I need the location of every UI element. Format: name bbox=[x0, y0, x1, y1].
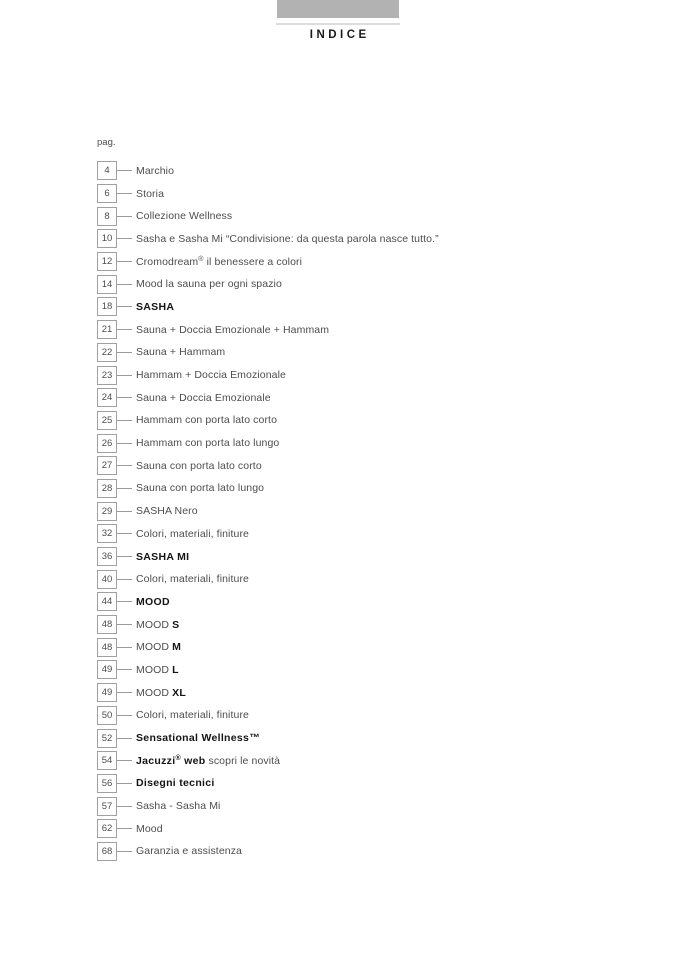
connector-line bbox=[117, 601, 132, 602]
toc-entry[interactable] bbox=[97, 840, 657, 863]
connector-line bbox=[117, 715, 132, 716]
page-number-box: 52 bbox=[97, 729, 117, 748]
toc-entry[interactable] bbox=[97, 795, 657, 818]
page-number-box: 57 bbox=[97, 797, 117, 816]
toc-entry[interactable] bbox=[97, 318, 657, 341]
toc-entry-label: MOOD L bbox=[136, 663, 179, 676]
toc-entry[interactable] bbox=[97, 772, 657, 795]
toc-entry[interactable] bbox=[97, 568, 657, 591]
connector-line bbox=[117, 216, 132, 217]
page-number-box: 22 bbox=[97, 343, 117, 362]
toc-entry-label: Colori, materiali, finiture bbox=[136, 573, 249, 586]
page-number-box: 49 bbox=[97, 683, 117, 702]
toc-entry[interactable] bbox=[97, 182, 657, 205]
page-title: INDICE bbox=[309, 29, 370, 41]
toc-entry[interactable] bbox=[97, 545, 657, 568]
toc-entry[interactable] bbox=[97, 681, 657, 704]
page-number-box: 29 bbox=[97, 502, 117, 521]
toc-entry[interactable] bbox=[97, 477, 657, 500]
page-number-box: 27 bbox=[97, 456, 117, 475]
toc-entry-label: Sasha - Sasha Mi bbox=[136, 800, 221, 813]
toc-entry-label: MOOD XL bbox=[136, 686, 187, 699]
page-number-box: 12 bbox=[97, 252, 117, 271]
connector-line bbox=[117, 760, 132, 761]
toc-entry-label: Sensational Wellness™ bbox=[136, 732, 260, 745]
connector-line bbox=[117, 669, 132, 670]
toc-entry[interactable] bbox=[97, 591, 657, 614]
connector-line bbox=[117, 828, 132, 829]
page-number-box: 54 bbox=[97, 751, 117, 770]
connector-line bbox=[117, 170, 132, 171]
page-number-box: 48 bbox=[97, 615, 117, 634]
connector-line bbox=[117, 692, 132, 693]
page-number-box: 26 bbox=[97, 434, 117, 453]
toc-entry-label: Disegni tecnici bbox=[136, 777, 215, 790]
toc-entry[interactable] bbox=[97, 364, 657, 387]
toc-entry[interactable] bbox=[97, 500, 657, 523]
page-number-box: 23 bbox=[97, 366, 117, 385]
page-number-box: 56 bbox=[97, 774, 117, 793]
toc-entry[interactable] bbox=[97, 523, 657, 546]
toc-entry-label: Mood la sauna per ogni spazio bbox=[136, 278, 282, 291]
toc-entry-label: Hammam con porta lato lungo bbox=[136, 437, 280, 450]
page-number-box: 40 bbox=[97, 570, 117, 589]
connector-line bbox=[117, 193, 132, 194]
toc-entry[interactable] bbox=[97, 409, 657, 432]
toc-entry[interactable] bbox=[97, 727, 657, 750]
toc-entry-label: MOOD bbox=[136, 595, 170, 608]
header-rule-line bbox=[276, 23, 400, 25]
page-number-box: 44 bbox=[97, 592, 117, 611]
connector-line bbox=[117, 375, 132, 376]
header-gray-bar bbox=[277, 0, 399, 18]
page-number-box: 68 bbox=[97, 842, 117, 861]
page-number-box: 18 bbox=[97, 297, 117, 316]
toc-entry[interactable] bbox=[97, 704, 657, 727]
connector-line bbox=[117, 284, 132, 285]
page-number-box: 36 bbox=[97, 547, 117, 566]
connector-line bbox=[117, 579, 132, 580]
page-number-box: 62 bbox=[97, 819, 117, 838]
connector-line bbox=[117, 624, 132, 625]
toc-entry-label: SASHA MI bbox=[136, 550, 190, 563]
toc-entry-label: Hammam + Doccia Emozionale bbox=[136, 369, 286, 382]
toc-entry[interactable] bbox=[97, 273, 657, 296]
connector-line bbox=[117, 329, 132, 330]
page-number-box: 4 bbox=[97, 161, 117, 180]
toc-entry-label: SASHA bbox=[136, 300, 175, 313]
toc-list bbox=[97, 160, 657, 863]
page-number-box: 49 bbox=[97, 660, 117, 679]
toc-entry[interactable] bbox=[97, 160, 657, 183]
page-number-box: 28 bbox=[97, 479, 117, 498]
toc-entry-label: SASHA Nero bbox=[136, 505, 198, 518]
toc-entry[interactable] bbox=[97, 386, 657, 409]
toc-entry-label: Colori, materiali, finiture bbox=[136, 709, 249, 722]
page-number-box: 48 bbox=[97, 638, 117, 657]
connector-line bbox=[117, 420, 132, 421]
toc-entry[interactable] bbox=[97, 228, 657, 251]
page-number-box: 10 bbox=[97, 229, 117, 248]
toc-entry[interactable] bbox=[97, 250, 657, 273]
connector-line bbox=[117, 556, 132, 557]
connector-line bbox=[117, 806, 132, 807]
toc-entry-label: Storia bbox=[136, 187, 165, 200]
connector-line bbox=[117, 488, 132, 489]
toc-entry-label: Collezione Wellness bbox=[136, 210, 233, 223]
toc-entry[interactable] bbox=[97, 613, 657, 636]
toc-entry-label: Mood bbox=[136, 822, 163, 835]
toc-entry[interactable] bbox=[97, 205, 657, 228]
page-number-box: 50 bbox=[97, 706, 117, 725]
connector-line bbox=[117, 306, 132, 307]
toc-entry-label: Sauna + Doccia Emozionale bbox=[136, 391, 271, 404]
toc-entry-label: Marchio bbox=[136, 164, 175, 177]
toc-entry-label: MOOD S bbox=[136, 618, 180, 631]
page-number-box: 8 bbox=[97, 207, 117, 226]
connector-line bbox=[117, 533, 132, 534]
toc-entry[interactable] bbox=[97, 817, 657, 840]
toc-entry-label: Sauna con porta lato corto bbox=[136, 459, 262, 472]
toc-entry-label: Sauna + Hammam bbox=[136, 346, 226, 359]
connector-line bbox=[117, 443, 132, 444]
toc-entry-label: MOOD M bbox=[136, 641, 182, 654]
connector-line bbox=[117, 261, 132, 262]
toc-entry[interactable] bbox=[97, 341, 657, 364]
page-number-box: 6 bbox=[97, 184, 117, 203]
page-number-box: 24 bbox=[97, 388, 117, 407]
toc-entry[interactable] bbox=[97, 296, 657, 319]
page-number-box: 14 bbox=[97, 275, 117, 294]
page-number-box: 25 bbox=[97, 411, 117, 430]
connector-line bbox=[117, 738, 132, 739]
connector-line bbox=[117, 397, 132, 398]
page-number-box: 32 bbox=[97, 524, 117, 543]
connector-line bbox=[117, 783, 132, 784]
toc-entry[interactable] bbox=[97, 659, 657, 682]
toc-entry-label: Sauna con porta lato lungo bbox=[136, 482, 265, 495]
toc-entry[interactable] bbox=[97, 749, 657, 772]
toc-entry-label: Jacuzzi® web scopri le novità bbox=[136, 754, 281, 767]
toc-entry[interactable] bbox=[97, 432, 657, 455]
toc-entry-label: Colori, materiali, finiture bbox=[136, 527, 249, 540]
connector-line bbox=[117, 511, 132, 512]
toc-entry-label: Garanzia e assistenza bbox=[136, 845, 242, 858]
connector-line bbox=[117, 238, 132, 239]
toc-entry[interactable] bbox=[97, 454, 657, 477]
page-number-box: 21 bbox=[97, 320, 117, 339]
toc-entry-label: Hammam con porta lato corto bbox=[136, 414, 278, 427]
page-column-label: pag. bbox=[97, 137, 116, 148]
connector-line bbox=[117, 647, 132, 648]
connector-line bbox=[117, 352, 132, 353]
toc-entry-label: Cromodream® il benessere a colori bbox=[136, 255, 303, 268]
toc-entry-label: Sasha e Sasha Mi “Condivisione: da questa parola nasce tutto.” bbox=[136, 232, 439, 245]
toc-entry-label: Sauna + Doccia Emozionale + Hammam bbox=[136, 323, 330, 336]
toc-entry[interactable] bbox=[97, 636, 657, 659]
connector-line bbox=[117, 851, 132, 852]
connector-line bbox=[117, 465, 132, 466]
